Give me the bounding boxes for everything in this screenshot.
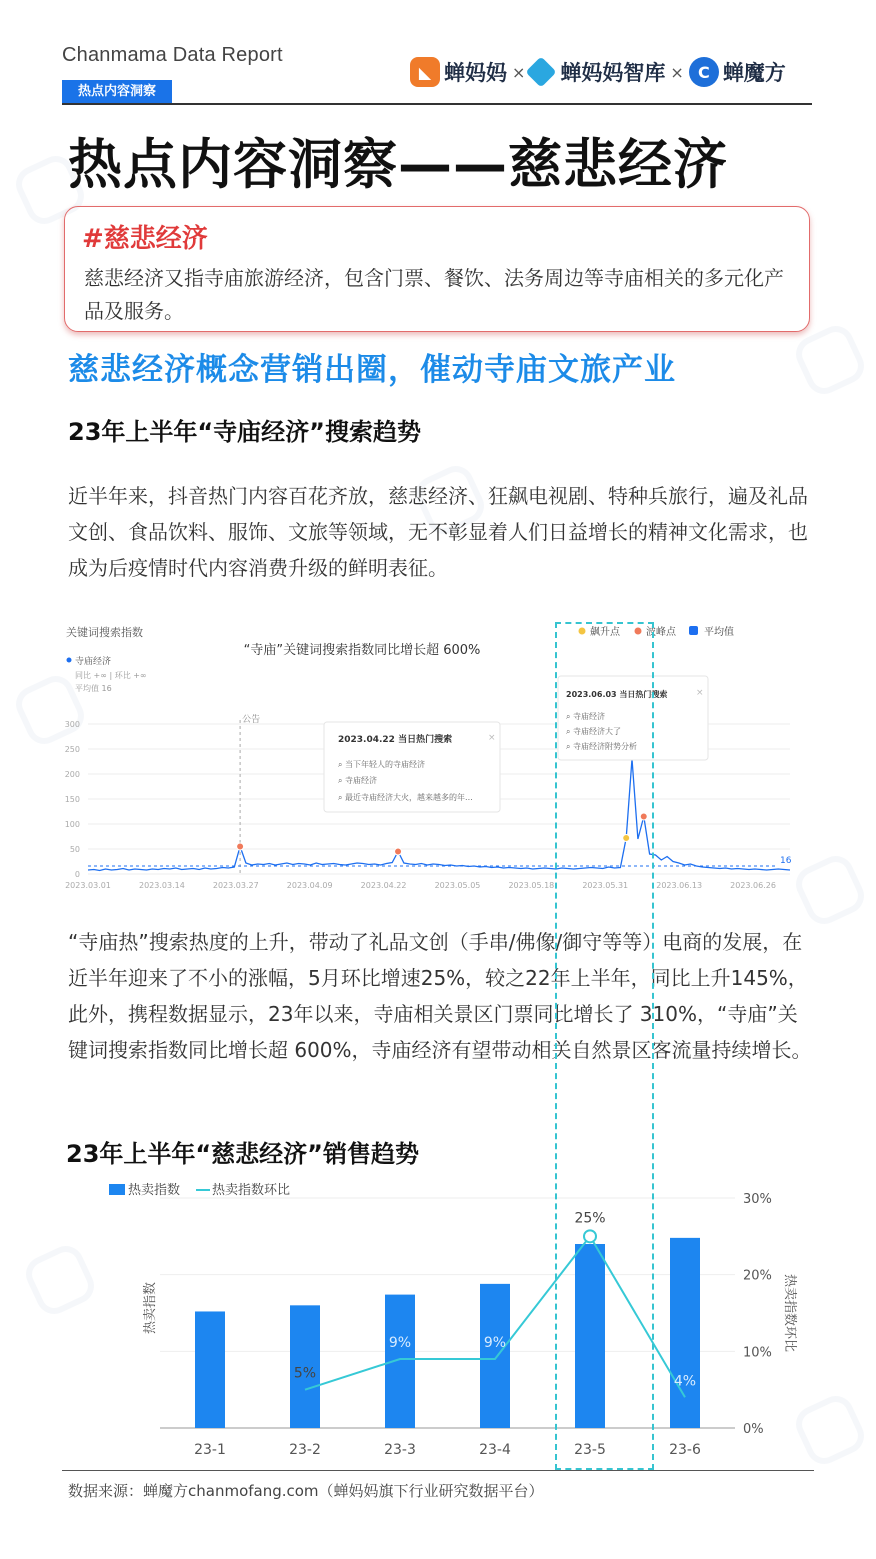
- x-tick-label: 23-2: [289, 1442, 321, 1458]
- peak-point-icon: [635, 628, 642, 635]
- chanmofang-logo-text: 蝉魔方: [722, 61, 786, 85]
- popup-card: [324, 722, 500, 812]
- x-tick-label: 23-1: [194, 1442, 226, 1458]
- x-tick-label: 2023.06.13: [656, 881, 703, 890]
- times-separator: ×: [670, 62, 684, 82]
- zhiku-logo-text: 蝉妈妈智库: [560, 61, 666, 85]
- bar: [480, 1284, 510, 1428]
- chanmama-logo-text: 蝉妈妈: [444, 61, 507, 85]
- x-tick-label: 2023.03.01: [65, 881, 111, 890]
- y-tick-label: 0: [74, 870, 80, 879]
- point-marker: [623, 835, 630, 842]
- growth-label: 4%: [673, 1373, 697, 1390]
- series-dot-icon: [67, 658, 72, 663]
- hashtag-description: 慈悲经济又指寺庙旅游经济，包含门票、餐饮、法务周边等寺庙相关的多元化产品及服务。: [84, 266, 784, 323]
- series-sub: 同比 +∞ | 环比 +∞: [75, 671, 147, 680]
- grid: [160, 1198, 735, 1428]
- temple-economy-paragraph: “寺庙热”搜索热度的上升，带动了礼品文创（手串/佛像/御守等等）电商的发展，在近半年迎来了不小的涨幅，5月环比增速25%，较之22年上半年，同比上升145%，此外，携程数据显示，23年以来，寺庙相关景区门票同比增长了 310%，“寺庙”关键词搜索指数同比增长超 600%，寺庙经济有望带动相关自然景区客流量持续增长。: [68, 930, 812, 1062]
- watermark-icon: [790, 320, 870, 400]
- sales-trend-title: 23年上半年“慈悲经济”销售趋势: [66, 1140, 419, 1168]
- point-marker: [640, 813, 647, 820]
- search-trend-paragraph: 近半年来，抖音热门内容百花齐放，慈悲经济、狂飙电视剧、特种兵旅行，遍及礼品文创、食品饮料、服饰、文旅等领域，无不彰显着人们日益增长的精神文化需求，也成为后疫情时代内容消费升级的鲜明表征。: [68, 484, 808, 580]
- x-ticks: [194, 1442, 701, 1458]
- popup-item: ⌕ 寺庙经济附势分析: [566, 742, 638, 751]
- legend-line-label: 热卖指数环比: [212, 1183, 291, 1198]
- watermark-icon: [790, 850, 870, 930]
- section-tag: 热点内容洞察: [62, 80, 172, 104]
- event-label: 公告: [242, 715, 261, 725]
- header-divider: [62, 103, 812, 105]
- y2-tick-label: 30%: [743, 1192, 772, 1207]
- y2-tick-label: 20%: [743, 1268, 772, 1284]
- popup-date: 2023.06.03 当日热门搜索: [566, 690, 668, 699]
- y2-tick-label: 10%: [743, 1345, 772, 1361]
- avg-checkbox-icon: [689, 626, 698, 635]
- chart-title: 关键词搜索指数: [66, 626, 143, 639]
- bar: [195, 1311, 225, 1428]
- y-ticks: [65, 720, 80, 879]
- growth-label: 25%: [574, 1210, 606, 1227]
- sales-trend-chart: [100, 1178, 812, 1468]
- legend-rise: 飙升点: [590, 627, 620, 638]
- growth-label: 9%: [388, 1335, 412, 1351]
- legend-bar-swatch: [109, 1184, 125, 1195]
- x-tick-label: 2023.03.27: [212, 881, 259, 890]
- report-label: Chanmama Data Report: [62, 44, 283, 66]
- close-icon: ×: [696, 688, 704, 698]
- x-tick-label: 23-4: [479, 1442, 511, 1458]
- x-tick-label: 2023.04.09: [286, 881, 333, 890]
- growth-label: 9%: [483, 1335, 507, 1351]
- point-marker: [395, 848, 402, 855]
- rise-point-icon: [579, 628, 586, 635]
- y-tick-label: 100: [64, 820, 80, 829]
- hashtag-title: #慈悲经济: [82, 224, 208, 254]
- x-tick-label: 23-3: [384, 1442, 416, 1458]
- bar: [385, 1295, 415, 1428]
- section-headline: 慈悲经济概念营销出圈，催动寺庙文旅产业: [68, 352, 676, 388]
- bars: [195, 1238, 700, 1428]
- zhiku-logo: [530, 57, 665, 87]
- page-title: 热点内容洞察——慈悲经济: [68, 133, 728, 196]
- popup-date: 2023.04.22 当日热门搜索: [338, 735, 453, 745]
- popup-item: ⌕ 寺庙经济: [338, 776, 378, 785]
- data-source: 数据来源：蝉魔方chanmofang.com（蝉妈妈旗下行业研究数据平台）: [68, 1482, 544, 1500]
- x-tick-label: 23-5: [574, 1442, 606, 1458]
- bar: [670, 1238, 700, 1428]
- popup-item: ⌕ 最近寺庙经济大火，越来越多的年...: [338, 793, 473, 802]
- popup-item: ⌕ 寺庙经济: [566, 712, 606, 721]
- close-icon: ×: [488, 733, 496, 743]
- legend-avg: 平均值: [704, 627, 734, 638]
- chanmofang-logo: [689, 57, 786, 87]
- popup-card: [558, 676, 708, 760]
- x-tick-label: 2023.05.05: [434, 881, 481, 890]
- chart-annotation: “寺庙”关键词搜索指数同比增长超 600%: [243, 643, 481, 658]
- x-ticks: [65, 881, 776, 890]
- search-index-chart: [62, 618, 802, 900]
- chanmofang-logo-icon: C: [689, 57, 719, 87]
- chanmama-logo-icon: ◣: [410, 57, 440, 87]
- y-tick-label: 250: [64, 745, 80, 754]
- x-tick-label: 2023.03.14: [138, 881, 185, 890]
- y-axis-label: 热卖指数: [143, 1281, 158, 1335]
- popup-item: ⌕ 寺庙经济大了: [566, 727, 622, 736]
- x-tick-label: 2023.06.26: [730, 881, 776, 890]
- x-tick-label: 2023.05.18: [508, 881, 555, 890]
- y-tick-label: 200: [64, 770, 80, 779]
- search-trend-title: 23年上半年“寺庙经济”搜索趋势: [68, 418, 421, 446]
- legend-peak: 波峰点: [646, 627, 676, 638]
- series-legend: 寺庙经济: [75, 657, 112, 667]
- y-tick-label: 300: [64, 720, 80, 729]
- y2-axis-label: 热卖指数环比: [782, 1273, 797, 1353]
- series-avg: 平均值 16: [75, 684, 112, 693]
- point-marker: [237, 843, 244, 850]
- legend-bar-label: 热卖指数: [128, 1183, 181, 1198]
- y-tick-label: 150: [64, 795, 80, 804]
- popup-item: ⌕ 当下年轻人的寺庙经济: [338, 760, 426, 769]
- chanmama-logo: [410, 57, 507, 87]
- times-separator: ×: [512, 62, 526, 82]
- watermark-icon: [20, 1240, 100, 1320]
- peak-point: [584, 1230, 596, 1242]
- bar: [575, 1244, 605, 1428]
- y-tick-label: 50: [69, 845, 80, 854]
- footer-divider: [62, 1470, 814, 1471]
- x-tick-label: 2023.04.22: [360, 881, 407, 890]
- zhiku-logo-icon: [526, 56, 557, 87]
- y2-tick-label: 0%: [743, 1422, 764, 1437]
- x-tick-label: 2023.05.31: [582, 881, 629, 890]
- x-tick-label: 23-6: [669, 1442, 701, 1458]
- y2-ticks: [743, 1192, 772, 1437]
- brand-logos: [410, 52, 820, 92]
- average-label: 16: [780, 856, 792, 866]
- growth-label: 5%: [293, 1365, 317, 1382]
